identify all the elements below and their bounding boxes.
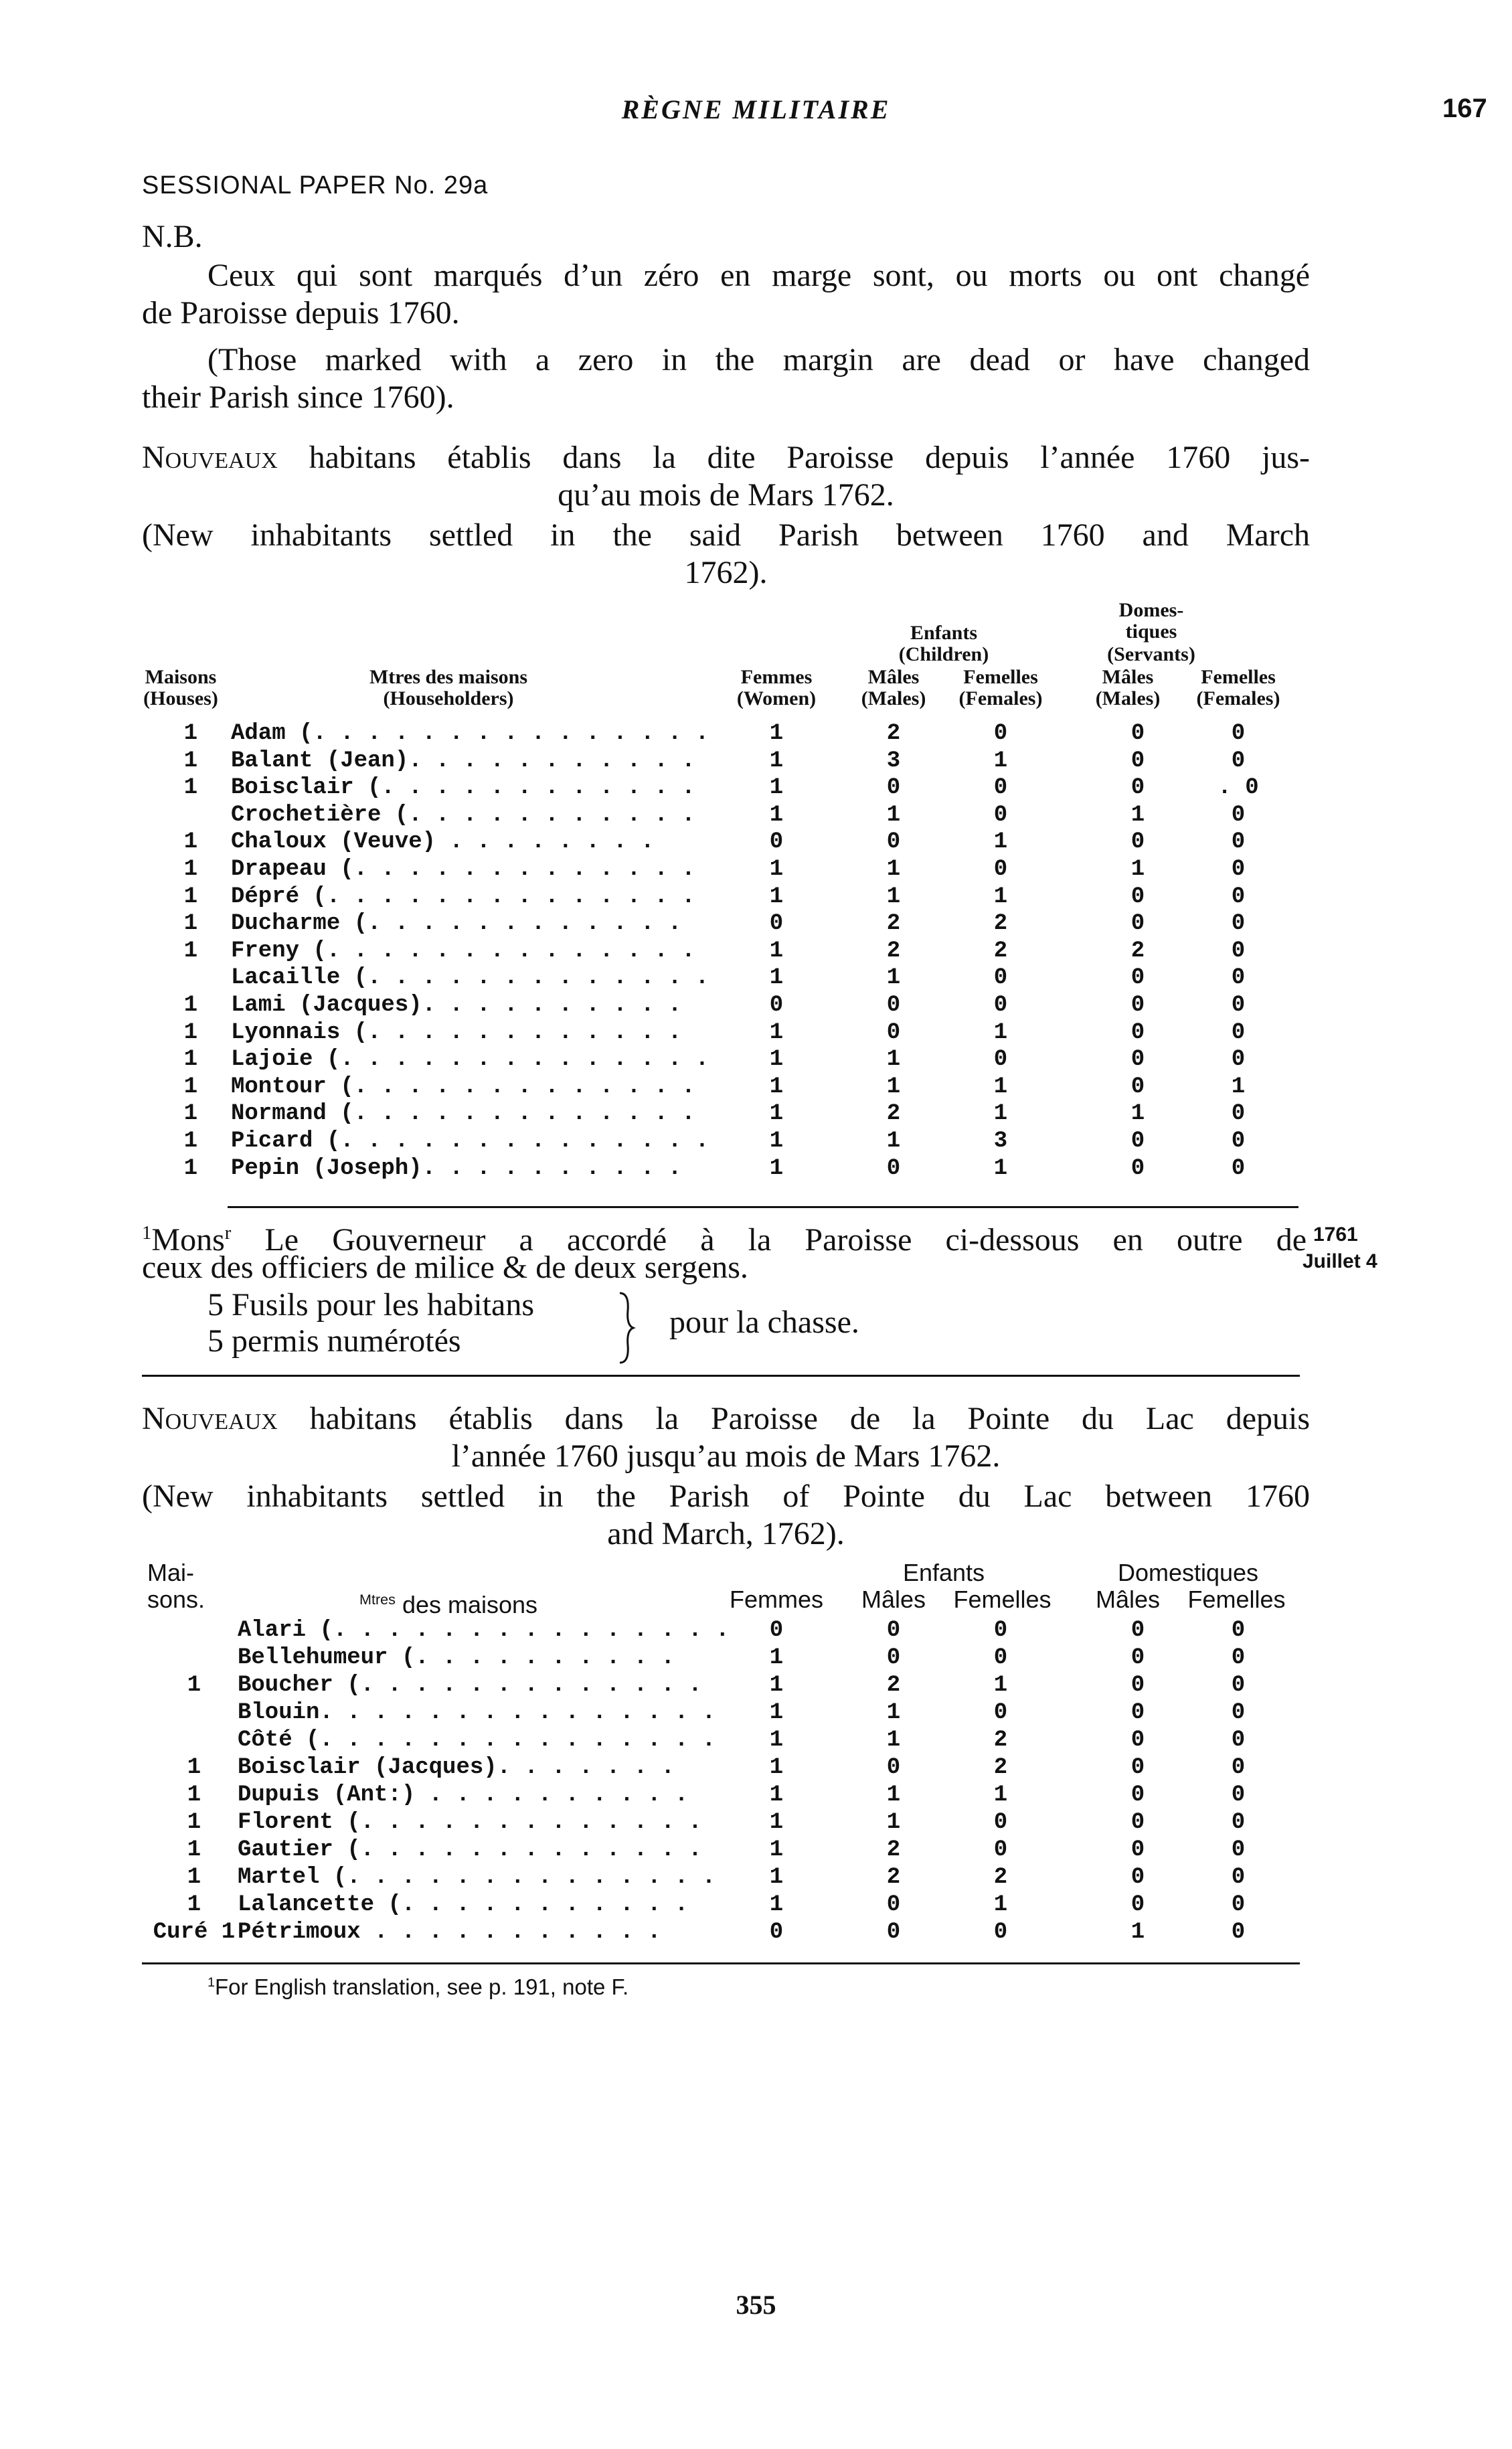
row-children-females: 1 — [993, 1101, 1008, 1127]
row-servants-males: 0 — [1130, 965, 1145, 991]
note-marker: 1 — [142, 1222, 152, 1244]
margin-date: Juillet 4 — [1303, 1250, 1377, 1272]
row-house: 1 — [187, 1837, 201, 1863]
nb-en-line1: (Those marked with a zero in the margin are dead or have changed — [207, 342, 1310, 377]
row-householder: Lyonnais (. . . . . . . . . . . . — [231, 1019, 682, 1045]
row-house: 1 — [183, 857, 198, 882]
row-house: 1 — [183, 1074, 198, 1100]
row-householder: Lajoie (. . . . . . . . . . . . . . — [231, 1047, 709, 1073]
row-householder: Blouin. . . . . . . . . . . . . . . — [238, 1700, 716, 1725]
table1-body — [0, 720, 1512, 1189]
row-children-males: 0 — [886, 1618, 901, 1643]
row-house: 1 — [183, 1155, 198, 1181]
t2-servants-group: Domestiques — [1117, 1559, 1259, 1586]
t2-col-child-males: Mâles — [861, 1586, 926, 1613]
row-servants-males: 0 — [1130, 748, 1145, 774]
row-children-males: 0 — [886, 775, 901, 801]
row-children-males: 1 — [886, 1700, 901, 1725]
row-householder: Pepin (Joseph). . . . . . . . . . — [231, 1155, 682, 1181]
row-house: 1 — [183, 938, 198, 964]
t1-col-child-females-en: (Females) — [958, 687, 1043, 709]
row-children-females: 2 — [993, 911, 1008, 937]
section2-heading-line2: l’année 1760 jusqu’au mois de Mars 1762. — [451, 1438, 1001, 1474]
row-children-males: 0 — [886, 1155, 901, 1181]
row-women: 1 — [769, 965, 784, 991]
row-servants-females: 0 — [1231, 1019, 1246, 1045]
row-servants-females: 0 — [1231, 938, 1246, 964]
section2-heading-rest: habitans établis dans la Paroisse de la Pointe du Lac depuis — [309, 1401, 1311, 1436]
t2-col-householders — [308, 1586, 589, 1618]
t2-col-women: Femmes — [729, 1586, 823, 1613]
row-children-males: 3 — [886, 748, 901, 774]
row-children-females: 2 — [993, 1755, 1008, 1780]
row-house: 1 — [187, 1782, 201, 1808]
row-women: 1 — [769, 1892, 784, 1918]
t2-col-serv-females: Femelles — [1187, 1586, 1286, 1613]
row-women: 0 — [769, 911, 784, 937]
row-servants-males: 0 — [1130, 1019, 1145, 1045]
row-children-males: 0 — [886, 1892, 901, 1918]
row-children-males: 1 — [886, 1047, 901, 1073]
row-householder: Drapeau (. . . . . . . . . . . . . — [231, 857, 695, 882]
row-women: 0 — [769, 829, 784, 855]
row-women: 1 — [769, 938, 784, 964]
row-householder: Martel (. . . . . . . . . . . . . . — [238, 1865, 716, 1890]
row-children-females: 0 — [993, 802, 1008, 828]
row-servants-females: 0 — [1231, 1618, 1246, 1643]
row-servants-females: 0 — [1231, 1673, 1246, 1698]
note-mons: Mons — [151, 1222, 225, 1258]
section2-en-line2: and March, 1762). — [607, 1516, 845, 1551]
row-house: 1 — [183, 1101, 198, 1127]
row-children-females: 0 — [993, 857, 1008, 882]
row-children-males: 1 — [886, 1727, 901, 1753]
row-children-females: 2 — [993, 938, 1008, 964]
running-title: RÈGNE MILITAIRE — [621, 94, 891, 124]
row-servants-females: 0 — [1231, 1892, 1246, 1918]
footer-page-number: 355 — [736, 2290, 776, 2320]
row-children-males: 1 — [886, 1782, 901, 1808]
t1-children-group: Enfants — [910, 622, 978, 644]
row-children-females: 2 — [993, 1727, 1008, 1753]
row-children-males: 2 — [886, 721, 901, 746]
note-item1: 5 Fusils pour les habitans — [207, 1287, 534, 1323]
row-house: 1 — [183, 883, 198, 910]
t1-col-child-males-en: (Males) — [861, 687, 926, 709]
row-servants-females: 0 — [1231, 1128, 1246, 1154]
row-householder: Dupuis (Ant:) . . . . . . . . . . — [238, 1782, 689, 1808]
row-servants-males: 0 — [1130, 1727, 1145, 1753]
row-children-males: 1 — [886, 802, 901, 828]
row-servants-females: 1 — [1231, 1074, 1246, 1100]
row-householder: Normand (. . . . . . . . . . . . . — [231, 1101, 695, 1127]
row-servants-males: 2 — [1130, 938, 1145, 964]
t1-col-houses-en: (Houses) — [143, 687, 218, 709]
row-children-males: 0 — [886, 1755, 901, 1780]
t1-col-serv-males: Mâles — [1102, 666, 1154, 688]
row-women: 1 — [769, 721, 784, 746]
row-servants-males: 0 — [1130, 1782, 1145, 1808]
row-women: 0 — [769, 1618, 784, 1643]
row-servants-females: 0 — [1231, 1101, 1246, 1127]
row-servants-females: 0 — [1231, 1810, 1246, 1835]
section1-en-line2: 1762). — [684, 555, 768, 590]
row-householder: Boucher (. . . . . . . . . . . . . — [238, 1673, 702, 1698]
row-women: 1 — [769, 1837, 784, 1863]
divider-2 — [142, 1375, 1300, 1377]
row-householder: Dépré (. . . . . . . . . . . . . . — [231, 883, 695, 910]
row-women: 1 — [769, 1755, 784, 1780]
row-servants-females: 0 — [1231, 1782, 1246, 1808]
row-householder: Bellehumeur (. . . . . . . . . . — [238, 1645, 675, 1671]
row-servants-males: 0 — [1130, 1755, 1145, 1780]
row-house: 1 — [183, 721, 198, 746]
row-women: 1 — [769, 1101, 784, 1127]
row-children-females: 0 — [993, 1810, 1008, 1835]
t2-col-serv-males: Mâles — [1095, 1586, 1161, 1613]
nb-fr-line2: de Paroisse depuis 1760. — [142, 295, 460, 331]
row-servants-females: 0 — [1231, 802, 1246, 828]
row-house: 1 — [183, 1128, 198, 1154]
row-women: 0 — [769, 993, 784, 1018]
row-women: 1 — [769, 802, 784, 828]
row-servants-females: 0 — [1231, 965, 1246, 991]
row-children-males: 2 — [886, 1673, 901, 1698]
row-children-males: 1 — [886, 965, 901, 991]
row-householder: Florent (. . . . . . . . . . . . . — [238, 1810, 702, 1835]
row-women: 1 — [769, 1155, 784, 1181]
row-children-females: 1 — [993, 1782, 1008, 1808]
row-servants-males: 0 — [1130, 1673, 1145, 1698]
row-house: 1 — [187, 1892, 201, 1918]
row-servants-females: 0 — [1231, 1755, 1246, 1780]
row-servants-males: 0 — [1130, 883, 1145, 910]
row-householder: Gautier (. . . . . . . . . . . . . — [238, 1837, 702, 1863]
t2-col-child-females: Femelles — [953, 1586, 1052, 1613]
row-householder: Ducharme (. . . . . . . . . . . . — [231, 911, 682, 937]
section2-en-line1: (New inhabitants settled in the Parish of Pointe du Lac between 1760 — [142, 1479, 1310, 1514]
row-house: 1 — [183, 1019, 198, 1045]
row-house: 1 — [183, 911, 198, 937]
row-servants-males: 0 — [1130, 1865, 1145, 1890]
t2-col-householders-text: des maisons — [395, 1591, 538, 1618]
row-women: 1 — [769, 1782, 784, 1808]
section2-heading-line1 — [142, 1400, 1310, 1438]
t1-col-serv-females: Femelles — [1201, 666, 1276, 688]
section2-lead: Nouveaux — [142, 1401, 278, 1436]
row-householder: Freny (. . . . . . . . . . . . . . — [231, 938, 695, 964]
row-women: 1 — [769, 1047, 784, 1073]
row-children-males: 1 — [886, 1810, 901, 1835]
row-house: Curé 1 — [153, 1920, 236, 1945]
row-householder: Crochetière (. . . . . . . . . . . — [231, 802, 695, 828]
row-house: 1 — [187, 1810, 201, 1835]
t2-children-group: Enfants — [902, 1559, 985, 1586]
t2-col-houses-1: Mai- — [147, 1559, 194, 1586]
row-children-males: 1 — [886, 1128, 901, 1154]
row-householder: Lacaille (. . . . . . . . . . . . . — [231, 965, 709, 991]
row-women: 1 — [769, 1074, 784, 1100]
row-servants-males: 1 — [1130, 1920, 1145, 1945]
row-householder: Boisclair (. . . . . . . . . . . . — [231, 775, 695, 801]
row-householder: Lami (Jacques). . . . . . . . . . — [231, 993, 682, 1018]
row-servants-males: 0 — [1130, 1645, 1145, 1671]
row-servants-males: 0 — [1130, 1128, 1145, 1154]
nb-label: N.B. — [142, 219, 203, 254]
row-children-males: 0 — [886, 1019, 901, 1045]
section1-en-line1: (New inhabitants settled in the said Parish between 1760 and March — [142, 517, 1310, 553]
row-house: 1 — [183, 775, 198, 801]
row-servants-females: 0 — [1231, 1645, 1246, 1671]
row-servants-males: 0 — [1130, 993, 1145, 1018]
t1-col-women: Femmes — [740, 666, 813, 688]
row-servants-females: 0 — [1231, 721, 1246, 746]
row-women: 1 — [769, 1019, 784, 1045]
row-children-males: 1 — [886, 883, 901, 910]
note-mons-sup: r — [224, 1222, 232, 1244]
row-servants-females: 0 — [1231, 1837, 1246, 1863]
row-children-females: 1 — [993, 1673, 1008, 1698]
t1-servants-group-en: (Servants) — [1107, 643, 1195, 665]
row-children-males: 0 — [886, 993, 901, 1018]
row-children-males: 2 — [886, 1837, 901, 1863]
row-children-males: 1 — [886, 857, 901, 882]
row-servants-females: 0 — [1231, 748, 1246, 774]
sessional-paper: SESSIONAL PAPER No. 29a — [142, 171, 489, 199]
note-item2: 5 permis numérotés — [207, 1323, 461, 1359]
row-householder: Pétrimoux . . . . . . . . . . . — [238, 1920, 661, 1945]
row-children-males: 0 — [886, 829, 901, 855]
row-women: 1 — [769, 1128, 784, 1154]
page-number: 167 — [1442, 94, 1487, 123]
row-servants-males: 0 — [1130, 775, 1145, 801]
t1-col-child-males: Mâles — [867, 666, 920, 688]
row-servants-females: 0 — [1231, 1700, 1246, 1725]
row-householder: Adam (. . . . . . . . . . . . . . . — [231, 721, 709, 746]
t1-col-householders: Mtres des maisons — [369, 666, 528, 688]
row-children-males: 0 — [886, 1645, 901, 1671]
row-house: 1 — [183, 748, 198, 774]
row-children-females: 3 — [993, 1128, 1008, 1154]
section1-heading-rest: habitans établis dans la dite Paroisse depuis l’année 1760 jus- — [309, 440, 1311, 475]
row-children-females: 0 — [993, 1700, 1008, 1725]
section1-heading-line1 — [142, 439, 1310, 477]
row-householder: Côté (. . . . . . . . . . . . . . . — [238, 1727, 716, 1753]
row-children-females: 1 — [993, 1019, 1008, 1045]
row-servants-females: 0 — [1231, 857, 1246, 882]
row-servants-males: 0 — [1130, 1700, 1145, 1725]
row-children-females: 1 — [993, 1074, 1008, 1100]
row-house: 1 — [187, 1673, 201, 1698]
section1-lead: Nouveaux — [142, 440, 278, 475]
row-servants-females: . 0 — [1217, 775, 1259, 801]
row-servants-females: 0 — [1231, 829, 1246, 855]
row-women: 1 — [769, 1645, 784, 1671]
row-servants-males: 0 — [1130, 1892, 1145, 1918]
row-children-females: 0 — [993, 1837, 1008, 1863]
row-children-females: 1 — [993, 1155, 1008, 1181]
note-line1-rest: Le Gouverneur a accordé à la Paroisse ci-dessous en outre de — [231, 1222, 1307, 1258]
row-householder: Picard (. . . . . . . . . . . . . . — [231, 1128, 709, 1154]
t1-col-women-en: (Women) — [736, 687, 817, 709]
row-children-males: 1 — [886, 1074, 901, 1100]
row-children-females: 0 — [993, 721, 1008, 746]
row-servants-males: 0 — [1130, 1155, 1145, 1181]
row-servants-males: 0 — [1130, 911, 1145, 937]
row-servants-males: 1 — [1130, 1101, 1145, 1127]
row-children-males: 2 — [886, 1865, 901, 1890]
footnote — [207, 1974, 628, 2000]
row-women: 1 — [769, 748, 784, 774]
row-children-females: 1 — [993, 748, 1008, 774]
row-house: 1 — [183, 1047, 198, 1073]
row-children-females: 1 — [993, 883, 1008, 910]
row-servants-females: 0 — [1231, 1155, 1246, 1181]
row-householder: Montour (. . . . . . . . . . . . . — [231, 1074, 695, 1100]
row-householder: Balant (Jean). . . . . . . . . . . — [231, 748, 695, 774]
divider-1 — [228, 1206, 1298, 1208]
nb-en-line2: their Parish since 1760). — [142, 379, 454, 415]
row-women: 1 — [769, 1700, 784, 1725]
row-children-females: 1 — [993, 1892, 1008, 1918]
row-children-females: 1 — [993, 829, 1008, 855]
note-brace-text: pour la chasse. — [669, 1304, 859, 1340]
t2-col-houses-2: sons. — [147, 1586, 205, 1613]
t1-col-child-females: Femelles — [963, 666, 1038, 688]
t1-col-serv-females-en: (Females) — [1196, 687, 1280, 709]
table2-body — [0, 1617, 1512, 1965]
note-line2: ceux des officiers de milice & de deux sergens. — [142, 1250, 748, 1285]
row-servants-males: 0 — [1130, 829, 1145, 855]
row-servants-males: 1 — [1130, 802, 1145, 828]
row-servants-males: 0 — [1130, 1074, 1145, 1100]
row-servants-females: 0 — [1231, 1047, 1246, 1073]
row-householder: Chaloux (Veuve) . . . . . . . . — [231, 829, 655, 855]
row-house: 1 — [183, 829, 198, 855]
row-servants-females: 0 — [1231, 883, 1246, 910]
row-women: 1 — [769, 883, 784, 910]
row-house: 1 — [183, 993, 198, 1018]
t1-col-houses: Maisons — [145, 666, 217, 688]
row-servants-females: 0 — [1231, 911, 1246, 937]
row-women: 1 — [769, 1810, 784, 1835]
t2-col-householders-sup: Mtres — [359, 1591, 396, 1608]
row-children-females: 0 — [993, 993, 1008, 1018]
section1-heading-line2: qu’au mois de Mars 1762. — [558, 477, 894, 513]
row-women: 1 — [769, 775, 784, 801]
row-children-females: 0 — [993, 775, 1008, 801]
t1-col-householders-en: (Householders) — [383, 687, 514, 709]
row-women: 1 — [769, 857, 784, 882]
row-servants-females: 0 — [1231, 1920, 1246, 1945]
row-servants-males: 0 — [1130, 721, 1145, 746]
row-servants-females: 0 — [1231, 993, 1246, 1018]
row-servants-males: 0 — [1130, 1837, 1145, 1863]
row-servants-females: 0 — [1231, 1727, 1246, 1753]
row-householder: Alari (. . . . . . . . . . . . . . . — [238, 1618, 730, 1643]
row-children-females: 2 — [993, 1865, 1008, 1890]
row-householder: Boisclair (Jacques). . . . . . . — [238, 1755, 675, 1780]
t1-children-group-en: (Children) — [898, 643, 989, 665]
row-children-females: 0 — [993, 1645, 1008, 1671]
row-servants-males: 1 — [1130, 857, 1145, 882]
nb-fr-line1: Ceux qui sont marqués d’un zéro en marge sont, ou morts ou ont changé — [207, 258, 1310, 293]
row-children-females: 0 — [993, 1920, 1008, 1945]
row-children-males: 2 — [886, 911, 901, 937]
row-servants-males: 0 — [1130, 1810, 1145, 1835]
t1-servants-group-1: Domes- — [1118, 599, 1184, 621]
row-servants-males: 0 — [1130, 1618, 1145, 1643]
row-women: 0 — [769, 1920, 784, 1945]
divider-3 — [142, 1962, 1300, 1964]
row-servants-females: 0 — [1231, 1865, 1246, 1890]
row-children-females: 0 — [993, 1618, 1008, 1643]
t1-servants-group-2: tiques — [1125, 620, 1177, 643]
t1-col-serv-males-en: (Males) — [1095, 687, 1161, 709]
row-women: 1 — [769, 1727, 784, 1753]
row-women: 1 — [769, 1673, 784, 1698]
row-servants-males: 0 — [1130, 1047, 1145, 1073]
row-children-females: 0 — [993, 1047, 1008, 1073]
row-children-males: 2 — [886, 1101, 901, 1127]
margin-year: 1761 — [1313, 1223, 1358, 1246]
row-children-females: 0 — [993, 965, 1008, 991]
row-women: 1 — [769, 1865, 784, 1890]
brace-icon — [616, 1290, 636, 1365]
row-children-males: 2 — [886, 938, 901, 964]
row-house: 1 — [187, 1865, 201, 1890]
row-householder: Lalancette (. . . . . . . . . . . — [238, 1892, 689, 1918]
footnote-text: For English translation, see p. 191, note F. — [215, 1974, 629, 1999]
footnote-marker: 1 — [207, 1975, 216, 1990]
row-children-males: 0 — [886, 1920, 901, 1945]
row-house: 1 — [187, 1755, 201, 1780]
